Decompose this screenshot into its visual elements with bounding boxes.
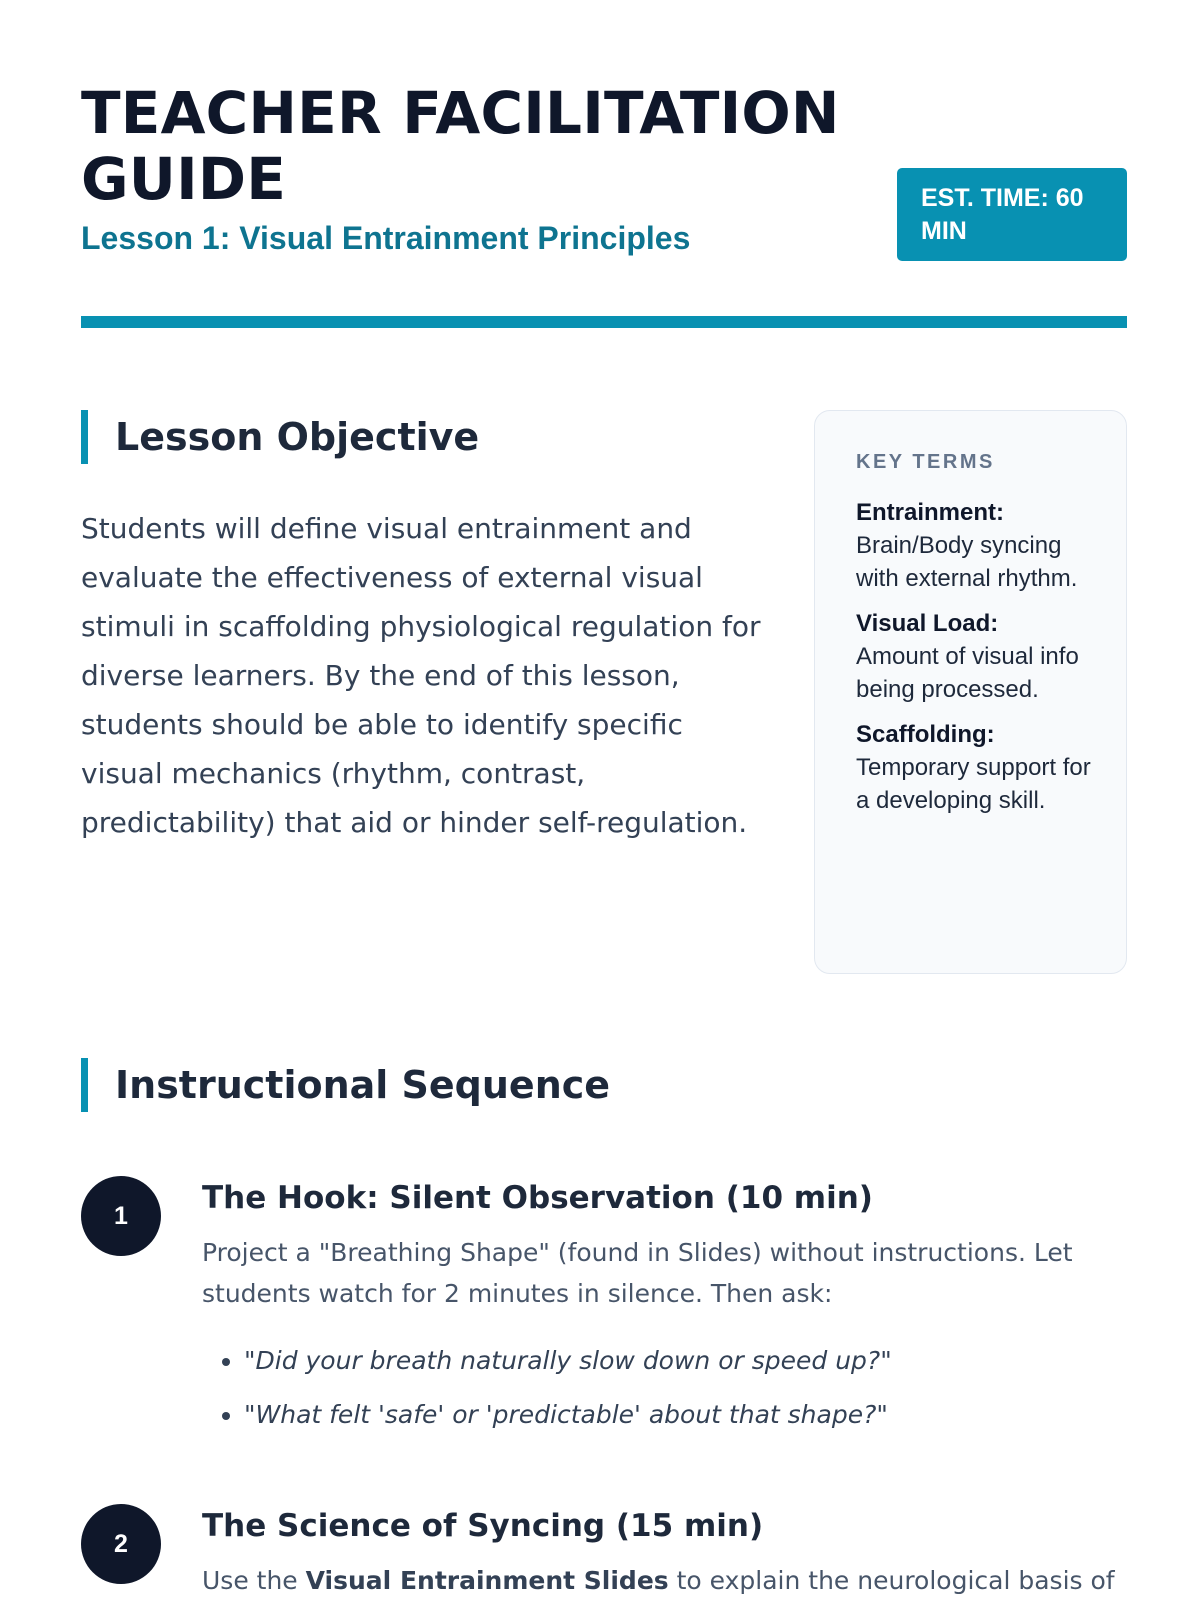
step-text-after: to explain the neurological basis of [668,1566,1115,1595]
page-title: TEACHER FACILITATION GUIDE [81,79,840,213]
lesson-subtitle: Lesson 1: Visual Entrainment Principles [81,220,691,256]
discussion-prompt: • "What felt 'safe' or 'predictable' about that shape?" [244,1388,1127,1442]
step-description: Project a "Breathing Shape" (found in Slides) without instructions. Let students watch for 2 minutes in silence. Then ask: [202,1238,1073,1308]
key-terms-card [814,410,1127,974]
key-term-definition: Temporary support for a developing skill. [856,754,1091,814]
key-terms-label: KEY TERMS [856,451,995,473]
lesson-objective-text: Students will define visual entrainment and evaluate the effectiveness of external visual stimuli in scaffolding physiological regulation for diverse learners. By the end of this lesson, students should be able to identify specific visual mechanics (rhythm, contrast, predictability) that aid or hinder self-regulation. [81,512,761,839]
step-title: The Hook: Silent Observation (10 min) [202,1180,873,1216]
discussion-prompts-list [202,1334,1127,1442]
step-body [202,1504,1127,1600]
key-term-name: Scaffolding: [856,721,995,748]
estimated-time-badge: EST. TIME: 60 MIN [897,168,1127,261]
key-term-name: Entrainment: [856,499,1005,526]
key-term-item [856,496,1096,595]
key-term-name: Visual Load: [856,610,999,637]
key-term-definition: Brain/Body syncing with external rhythm. [856,532,1078,592]
key-term-item [856,607,1096,706]
step-description [202,1560,1127,1600]
key-term-definition: Amount of visual info being processed. [856,643,1079,703]
key-term-item [856,718,1096,817]
step-text-before: Use the [202,1566,306,1595]
slides-resource-name: Visual Entrainment Slides [305,1566,669,1595]
lesson-objective-heading: Lesson Objective [81,410,479,464]
step-number-badge: 1 [81,1176,161,1256]
step-number-badge: 2 [81,1504,161,1584]
step-body [202,1176,1127,1442]
discussion-prompt: • "Did your breath naturally slow down or speed up?" [244,1334,1127,1388]
instructional-sequence-heading: Instructional Sequence [81,1058,610,1112]
step-title: The Science of Syncing (15 min) [202,1508,764,1544]
header-divider [81,316,1127,328]
